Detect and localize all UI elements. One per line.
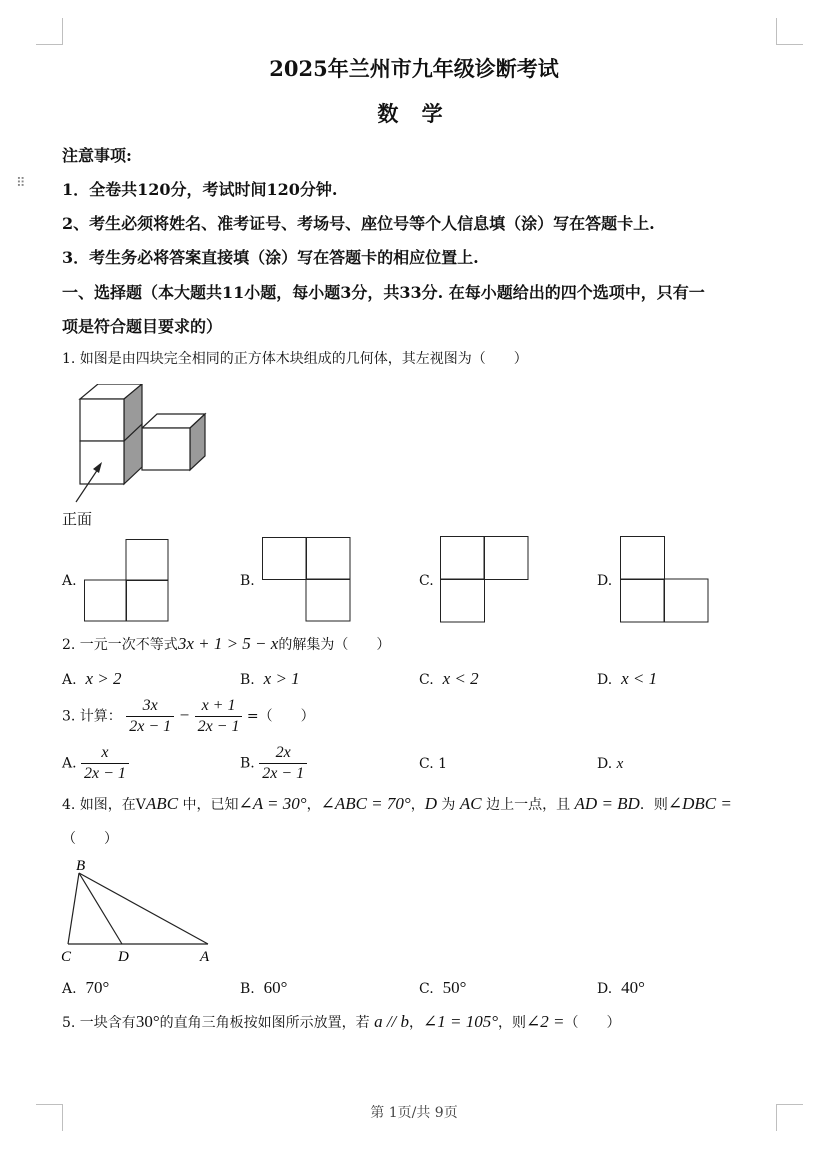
- q2-option-a-label: A.: [62, 672, 77, 688]
- q3-stem-post: =（ ）: [246, 708, 315, 725]
- q4-stem-part5: 为: [436, 797, 460, 813]
- q1-solid-figure: [60, 384, 220, 508]
- q3-option-a-fraction: [81, 743, 129, 784]
- q2-option-c-label: C.: [419, 672, 434, 688]
- q4-option-a[interactable]: [62, 978, 109, 998]
- q1-stem: 1. 如图是由四块完全相同的正方体木块组成的几何体，其左视图为（ ）: [62, 351, 528, 367]
- q5-stem-mid: 的直角三角板按如图所示放置，若: [159, 1015, 375, 1031]
- subject-title: 数 学: [377, 101, 451, 126]
- exam-title: 2025年兰州市九年级诊断考试: [269, 56, 559, 81]
- q5-angle-2: ∠2 =: [526, 1012, 565, 1031]
- q4-option-c-value: 50°: [442, 978, 467, 997]
- q4-stem-line2: （ ）: [62, 831, 118, 847]
- q3-fraction-2-den: 2x − 1: [197, 718, 240, 735]
- q1-option-c-figure[interactable]: [440, 536, 530, 624]
- q3-option-b-label: B.: [240, 755, 255, 772]
- q2-option-a[interactable]: [62, 669, 122, 689]
- q3-option-d-value: x: [616, 756, 624, 772]
- q4-angle-dbc: ∠DBC =: [667, 794, 732, 813]
- q3-fraction-1-num: 3x: [126, 696, 174, 717]
- q1-option-a-figure[interactable]: [84, 539, 170, 623]
- q4-stem-line1: [62, 794, 732, 814]
- q4-triangle-name: ABC: [145, 794, 179, 813]
- notice-item-2: 2、考生必须将姓名、准考证号、考场号、座位号等个人信息填（涂）写在答题卡上.: [62, 214, 655, 233]
- q3-option-d-label: D.: [597, 756, 613, 772]
- q3-option-a-label: A.: [62, 755, 77, 772]
- q4-label-d: D: [118, 949, 129, 965]
- q4-angle-a: ∠A = 30°: [238, 794, 307, 813]
- q5-stem-post: （ ）: [564, 1015, 621, 1031]
- q1-option-d-figure[interactable]: [620, 536, 710, 624]
- q4-option-b-value: 60°: [263, 978, 288, 997]
- q4-option-d-label: D.: [597, 981, 613, 997]
- q4-option-c[interactable]: [419, 978, 466, 998]
- q3-minus: −: [178, 705, 191, 725]
- q3-option-a[interactable]: [62, 743, 129, 784]
- q3-option-a-den: 2x − 1: [84, 765, 126, 782]
- q2-stem: [62, 634, 390, 654]
- q3-option-d[interactable]: [597, 756, 623, 773]
- q4-stem-part2: 中，已知: [178, 797, 239, 813]
- q5-parallel: a // b: [374, 1012, 410, 1031]
- q3-fraction-2-num: x + 1: [195, 696, 243, 717]
- q3-option-b-den: 2x − 1: [262, 765, 305, 782]
- q4-option-b-label: B.: [240, 981, 255, 997]
- q4-triangle-figure: [56, 856, 226, 966]
- q5-degree-30: 30°: [135, 1012, 160, 1031]
- q3-option-a-num: x: [81, 743, 129, 764]
- q4-option-a-label: A.: [62, 981, 77, 997]
- corner-mark-top-right: [776, 18, 803, 45]
- q4-equality: AD = BD: [574, 794, 640, 813]
- q1-option-d-label: D.: [597, 573, 613, 589]
- q3-option-b-fraction: [259, 743, 307, 784]
- q2-option-d[interactable]: [597, 669, 657, 689]
- q4-point-d: D: [424, 794, 437, 813]
- q4-side-ac: AC: [459, 794, 482, 813]
- q1-option-a-label: A.: [62, 573, 77, 589]
- q2-option-a-value: x > 2: [85, 669, 122, 688]
- q4-option-d-value: 40°: [621, 978, 645, 997]
- q5-stem-pre: 5. 一块含有: [62, 1015, 136, 1031]
- q3-fraction-1-den: 2x − 1: [129, 718, 172, 735]
- page-footer: 第 1页/共 9页: [370, 1105, 458, 1121]
- q3-fraction-1: [126, 696, 174, 737]
- q3-stem: [62, 696, 315, 737]
- q2-stem-post: 的解集为（ ）: [278, 637, 391, 653]
- notice-heading: 注意事项:: [62, 146, 132, 165]
- drag-handle-icon[interactable]: ⠿: [16, 176, 25, 191]
- q5-separator: ，: [409, 1015, 424, 1031]
- q4-stem-part4: ，: [410, 797, 425, 813]
- q3-option-c[interactable]: C. 1: [419, 756, 448, 772]
- q5-stem: [62, 1012, 621, 1032]
- q4-label-b: B: [76, 858, 86, 874]
- q4-angle-abc: ∠ABC = 70°: [320, 794, 411, 813]
- q4-label-c: C: [61, 949, 72, 965]
- q4-stem-part3: ，: [306, 797, 321, 813]
- q3-option-b-num: 2x: [259, 743, 307, 764]
- section-heading-line1: 一、选择题（本大题共11小题，每小题3分，共33分. 在每小题给出的四个选项中，只有一: [62, 283, 705, 302]
- q4-label-a: A: [200, 949, 210, 965]
- q2-option-b-value: x > 1: [263, 669, 300, 688]
- q2-option-c-value: x < 2: [442, 669, 479, 688]
- q2-option-c[interactable]: [419, 669, 479, 689]
- q5-angle-1: ∠1 = 105°: [423, 1012, 499, 1031]
- q2-stem-pre: 2. 一元一次不等式: [62, 637, 178, 653]
- q2-option-d-value: x < 1: [621, 669, 658, 688]
- q2-option-b-label: B.: [240, 672, 255, 688]
- section-heading-line2: 项是符合题目要求的）: [62, 317, 223, 336]
- notice-item-1: 1．全卷共120分，考试时间120分钟.: [62, 180, 338, 199]
- q5-then: ，则: [498, 1015, 527, 1031]
- q4-stem-part6: 边上一点，且: [481, 797, 575, 813]
- q2-inequality: 3x + 1 > 5 − x: [177, 634, 279, 653]
- q1-option-b-label: B.: [240, 573, 255, 589]
- q4-stem-part7: ．则: [639, 797, 668, 813]
- q3-fraction-2: [195, 696, 243, 737]
- corner-mark-top-left: [36, 18, 63, 45]
- q4-option-a-value: 70°: [85, 978, 110, 997]
- q4-option-c-label: C.: [419, 981, 434, 997]
- q2-option-b[interactable]: [240, 669, 300, 689]
- q1-front-label: 正面: [62, 510, 93, 528]
- q2-option-d-label: D.: [597, 672, 613, 688]
- q3-stem-pre: 3. 计算：: [62, 708, 122, 725]
- q4-option-d[interactable]: [597, 978, 645, 998]
- q4-option-b[interactable]: [240, 978, 287, 998]
- q3-option-b[interactable]: [240, 743, 307, 784]
- q4-stem-part1: 4. 如图，在V: [62, 797, 146, 813]
- notice-item-3: 3．考生务必将答案直接填（涂）写在答题卡的相应位置上.: [62, 248, 479, 267]
- q1-option-c-label: C.: [419, 573, 434, 589]
- q1-option-b-figure[interactable]: [262, 537, 352, 623]
